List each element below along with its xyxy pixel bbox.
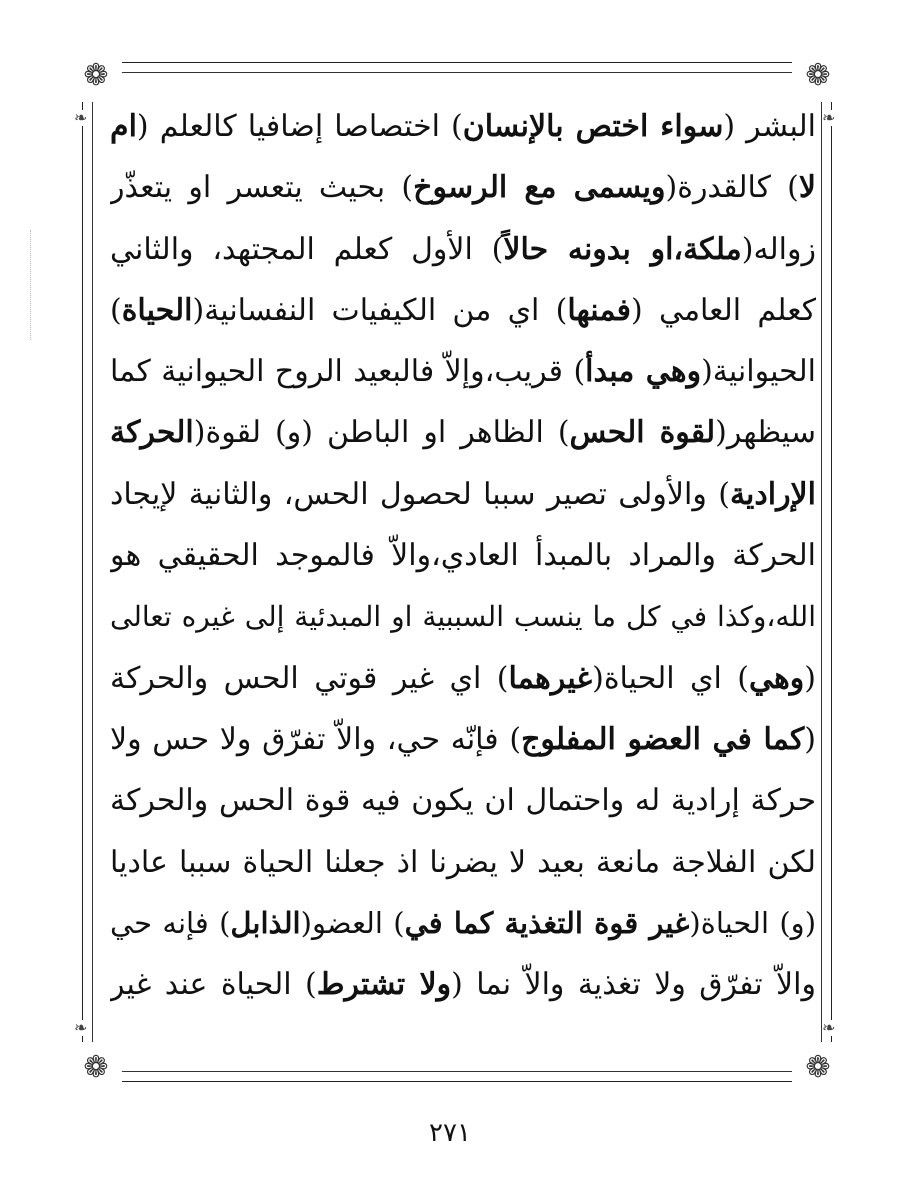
text-line [110,586,816,647]
text-line [110,893,816,954]
bold-phrase: ملكة،او بدونه حالاً [503,231,742,267]
text-segment: ) اي من الكيفيات النفسانية( [192,292,568,328]
bold-phrase: وهي مبدأ [585,354,702,390]
bold-phrase: غيرهما [508,660,593,696]
text-segment: ) كالقدرة( [665,170,799,206]
bold-phrase: ام [110,109,137,144]
text-line [110,770,816,831]
text-segment: ( [804,721,816,757]
border-flourish-icon: ❧ [822,1018,836,1037]
bold-phrase: الحركة [110,415,194,451]
bold-phrase: لا [798,170,816,206]
text-segment: ) والأولى تصير سببا لحصول الحس، والثانية لإيجاد [110,476,730,512]
border-flourish-icon: ❧ [822,108,836,127]
bold-phrase: فمنها [567,292,632,328]
body-text [110,96,816,1015]
text-segment: ) بحيث يتعسر او يتعذّر [110,170,414,206]
bold-phrase: الحياة [121,292,193,328]
text-segment: (و) الحياة( [689,905,816,940]
bold-phrase: كما في العضو المفلوج [521,721,805,757]
floral-ornament-icon: ❁ [70,1042,122,1094]
bold-phrase: الذابل [230,905,301,940]
bold-phrase: غير قوة التغذية كما في [404,905,690,940]
text-line [110,96,816,157]
text-line [110,525,816,586]
text-segment: ) الظاهر او الباطن (و) لقوة( [193,415,570,451]
text-segment: الحيوانية( [701,354,816,390]
text-segment: ) [110,292,122,328]
text-segment: ) قريب،وإلاّ فالبعيد الروح الحيوانية كما [110,354,586,390]
text-segment: الله،وكذا في كل ما ينسب السببية او المبدئية إلى غيره تعالى [110,600,816,634]
text-line [110,402,816,463]
text-segment: الحركة والمراد بالمبدأ العادي،والاّ فالموجد الحقيقي هو [110,538,816,574]
floral-ornament-icon: ❁ [70,50,122,102]
border-flourish-icon: ❧ [74,1018,88,1037]
bold-phrase: لقوة الحس [569,415,716,451]
bold-phrase: ولا تشترط [316,967,452,1003]
page-number: ٢٧١ [429,1118,471,1148]
text-segment: ) فإنه حي [110,905,231,940]
text-line [110,157,816,218]
text-segment: سيظهر( [715,415,816,451]
bold-phrase: ويسمى مع الرسوخ [413,170,666,206]
text-line [110,709,816,770]
text-line [110,832,816,893]
text-segment: حركة إرادية له واحتمال ان يكون فيه قوة الحس والحركة [110,783,816,819]
text-segment: ) العضو( [300,905,405,940]
text-line [110,954,816,1015]
text-segment: ) اي غير قوتي الحس والحركة [110,660,509,696]
border-flourish-icon: ❧ [74,108,88,127]
text-segment: والاّ تفرّق ولا تغذية والاّ نما ( [451,967,816,1003]
text-segment: ) اي الحياة( [592,660,749,696]
text-segment: زواله( [741,231,816,267]
text-segment: ) الأول كعلم المجتهد، والثاني [110,231,504,267]
text-segment: ) الحياة عند غير [110,967,317,1003]
floral-ornament-icon: ❁ [792,1042,844,1094]
text-segment: البشر ( [723,109,816,144]
text-line [110,464,816,525]
text-segment: لكن الفلاجة مانعة بعيد لا يضرنا اذ جعلنا الحياة سببا عاديا [110,844,816,880]
text-line [110,341,816,402]
text-line [110,219,816,280]
text-segment: ( [804,660,816,696]
floral-ornament-icon: ❁ [792,50,844,102]
text-line [110,648,816,709]
text-segment: ) اختصاصا إضافيا كالعلم ( [136,109,463,144]
bold-phrase: وهي [748,660,805,696]
text-segment: ) فإنّه حي، والاّ تفرّق ولا حس ولا [110,721,522,757]
text-segment: كعلم العامي ( [631,292,816,328]
bold-phrase: سواء اختص بالإنسان [462,109,724,144]
scan-artifact [30,230,32,340]
bold-phrase: الإرادية [729,476,816,512]
text-line [110,280,816,341]
